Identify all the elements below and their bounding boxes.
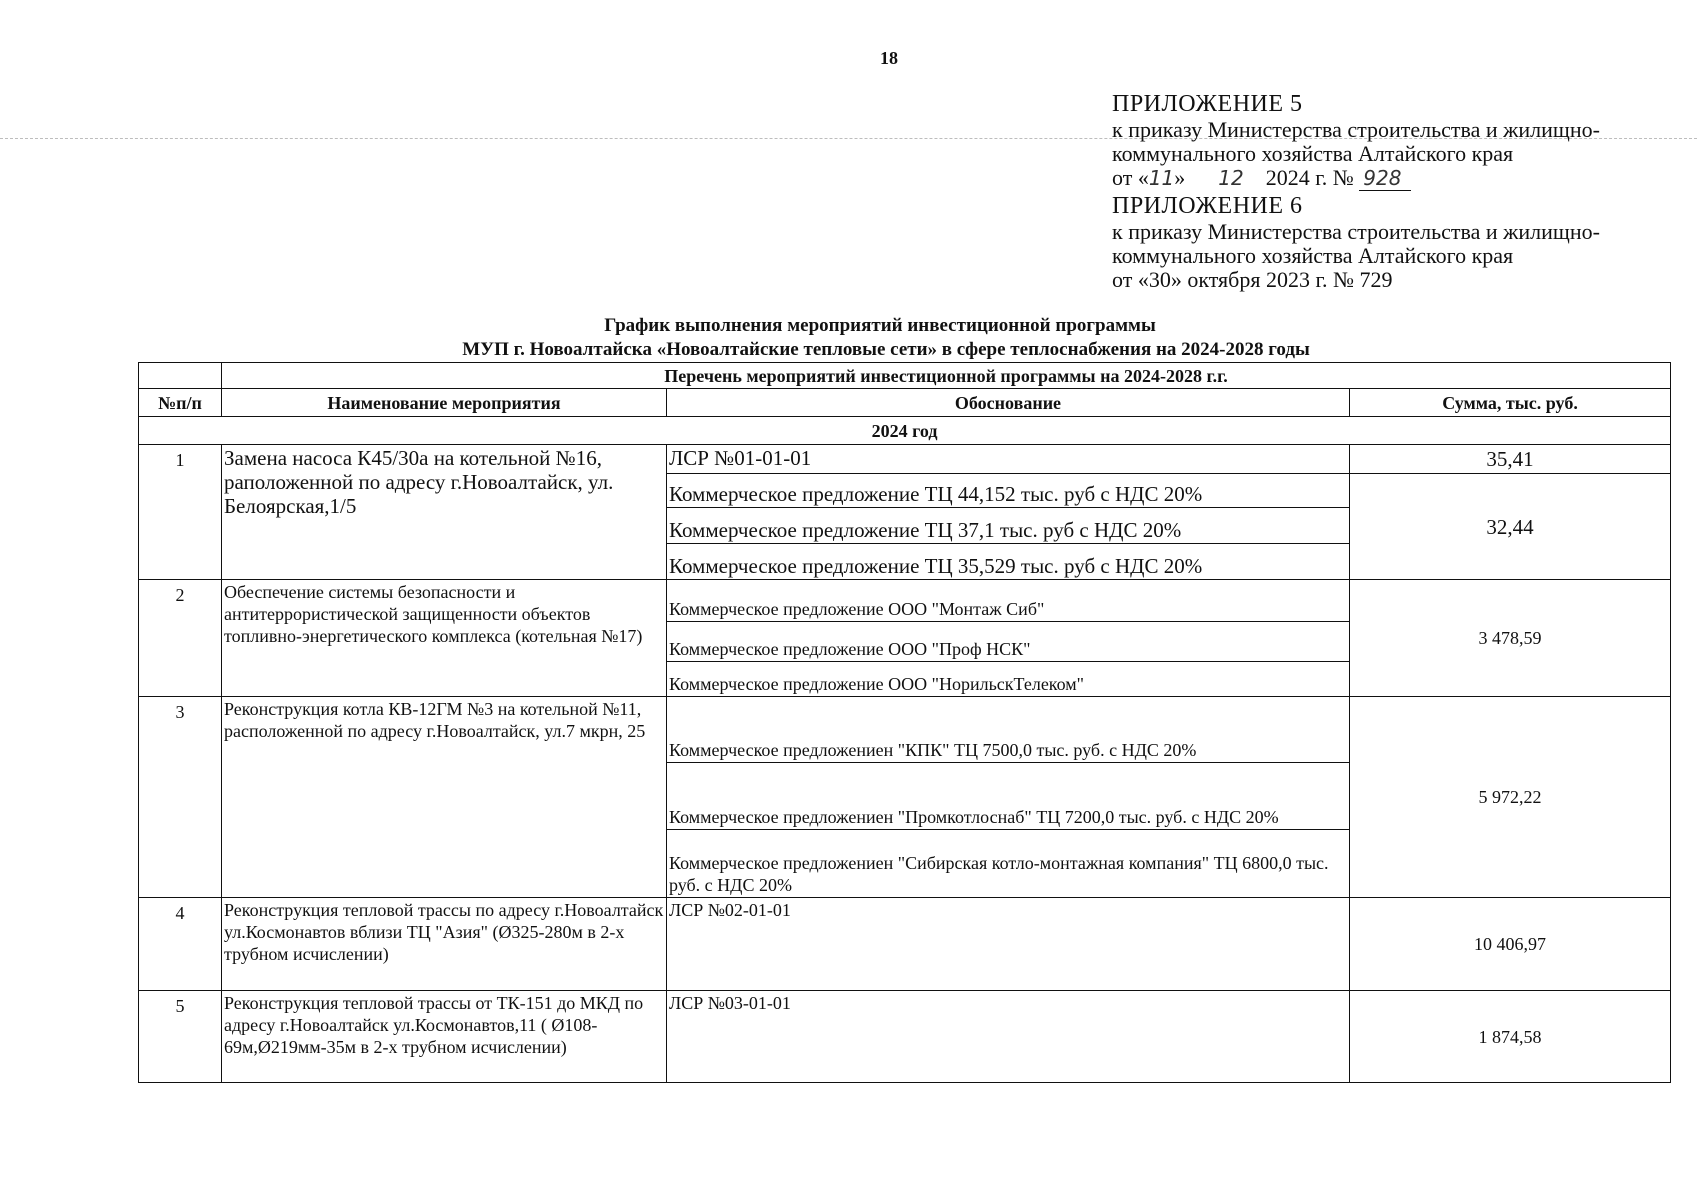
annex-6-line-2: коммунального хозяйства Алтайского края: [1112, 243, 1514, 268]
schedule-table: [138, 362, 1671, 1083]
row-name: Реконструкция тепловой трассы по адресу г.Новоалтайск ул.Космонавтов вблизи ТЦ "Азия" (Ø325-280м в 2-х трубном исчислении): [222, 898, 667, 991]
row-basis-item: Коммерческое предложение ТЦ 44,152 тыс. руб с НДС 20%: [667, 474, 1350, 508]
table-column-header-row: [139, 389, 1671, 417]
annex-5-year: 2024 г. №: [1265, 165, 1354, 190]
row-sum: 3 478,59: [1350, 580, 1671, 697]
year-label: 2024 год: [139, 417, 1671, 445]
table-row: [139, 898, 1671, 991]
row-sum: 1 874,58: [1350, 991, 1671, 1083]
header-blank-cell: [139, 363, 222, 389]
row-name: Замена насоса К45/30а на котельной №16, раположенной по адресу г.Новоалтайск, ул. Белоярская,1/5: [222, 445, 667, 580]
page-number: 18: [880, 48, 898, 68]
annex-5-line-2: коммунального хозяйства Алтайского края: [1112, 141, 1514, 166]
row-sum: 35,41: [1350, 445, 1671, 474]
row-sum: 5 972,22: [1350, 697, 1671, 898]
table-group-header-row: [139, 363, 1671, 389]
row-basis-item: Коммерческое предложениен "Промкотлоснаб" ТЦ 7200,0 тыс. руб. с НДС 20%: [667, 763, 1350, 830]
annex-5-number: 928: [1359, 166, 1411, 191]
table-row: [139, 991, 1671, 1083]
annex-6-title: ПРИЛОЖЕНИЕ 6: [1112, 193, 1303, 219]
row-name: Обеспечение системы безопасности и антитеррористической защищенности объектов топливно-энергетического комплекса (котельная №17): [222, 580, 667, 697]
document-title-line-1: График выполнения мероприятий инвестиционной программы: [604, 315, 1156, 336]
table-row: [139, 580, 1671, 622]
annex-6-line-3: от «30» октября 2023 г. № 729: [1112, 267, 1393, 292]
annex-5-title: ПРИЛОЖЕНИЕ 5: [1112, 91, 1303, 117]
annex-5-line-1: к приказу Министерства строительства и жилищно-: [1112, 117, 1600, 142]
row-number: 3: [139, 697, 222, 898]
row-basis-item: Коммерческое предложение ООО "НорильскТелеком": [667, 662, 1350, 697]
row-basis-item: Коммерческое предложениен "КПК" ТЦ 7500,0 тыс. руб. с НДС 20%: [667, 697, 1350, 763]
row-name: Реконструкция тепловой трассы от ТК-151 до МКД по адресу г.Новоалтайск ул.Космонавтов,11 ( Ø108-69м,Ø219мм-35м в 2-х трубном исчислении): [222, 991, 667, 1083]
annex-5-date-prefix: от «: [1112, 165, 1149, 190]
table-group-header: Перечень мероприятий инвестиционной программы на 2024-2028 г.г.: [222, 363, 1671, 389]
row-basis-item: Коммерческое предложение ТЦ 37,1 тыс. руб с НДС 20%: [667, 508, 1350, 544]
annex-6-line-1: к приказу Министерства строительства и жилищно-: [1112, 219, 1600, 244]
annex-5-day: 11: [1148, 166, 1175, 190]
annex-5-date: [1112, 166, 1697, 190]
row-basis-item: Коммерческое предложение ТЦ 35,529 тыс. руб с НДС 20%: [667, 544, 1350, 580]
year-row: [139, 417, 1671, 445]
row-number: 2: [139, 580, 222, 697]
annex-5-date-mid: »: [1174, 165, 1186, 190]
column-header-name: Наименование мероприятия: [222, 389, 667, 417]
row-basis-item: Коммерческое предложениен "Сибирская котло-монтажная компания" ТЦ 6800,0 тыс. руб. с НДС 20%: [667, 830, 1350, 898]
row-basis-item: Коммерческое предложение ООО "Монтаж Сиб": [667, 580, 1350, 622]
row-sum: 10 406,97: [1350, 898, 1671, 991]
column-header-sum: Сумма, тыс. руб.: [1350, 389, 1671, 417]
row-basis-item: Коммерческое предложение ООО "Проф НСК": [667, 622, 1350, 662]
row-basis-item: ЛСР №02-01-01: [667, 898, 1350, 991]
table-row: [139, 445, 1671, 474]
row-number: 4: [139, 898, 222, 991]
row-number: 5: [139, 991, 222, 1083]
annex-6-header: [1112, 192, 1697, 292]
annex-5-month: 12: [1218, 166, 1244, 190]
row-name: Реконструкция котла КВ-12ГМ №3 на котельной №11, расположенной по адресу г.Новоалтайск, ул.7 мкрн, 25: [222, 697, 667, 898]
row-basis-item: ЛСР №03-01-01: [667, 991, 1350, 1083]
row-sum: 32,44: [1350, 474, 1671, 580]
document-title-line-2: МУП г. Новоалтайска «Новоалтайские тепловые сети» в сфере теплоснабжения на 2024-2028 годы: [462, 339, 1310, 360]
row-basis-item: ЛСР №01-01-01: [667, 445, 1350, 474]
row-number: 1: [139, 445, 222, 580]
column-header-num: №п/п: [139, 389, 222, 417]
column-header-basis: Обоснование: [667, 389, 1350, 417]
annex-5-header: [1112, 90, 1697, 190]
table-row: [139, 697, 1671, 763]
